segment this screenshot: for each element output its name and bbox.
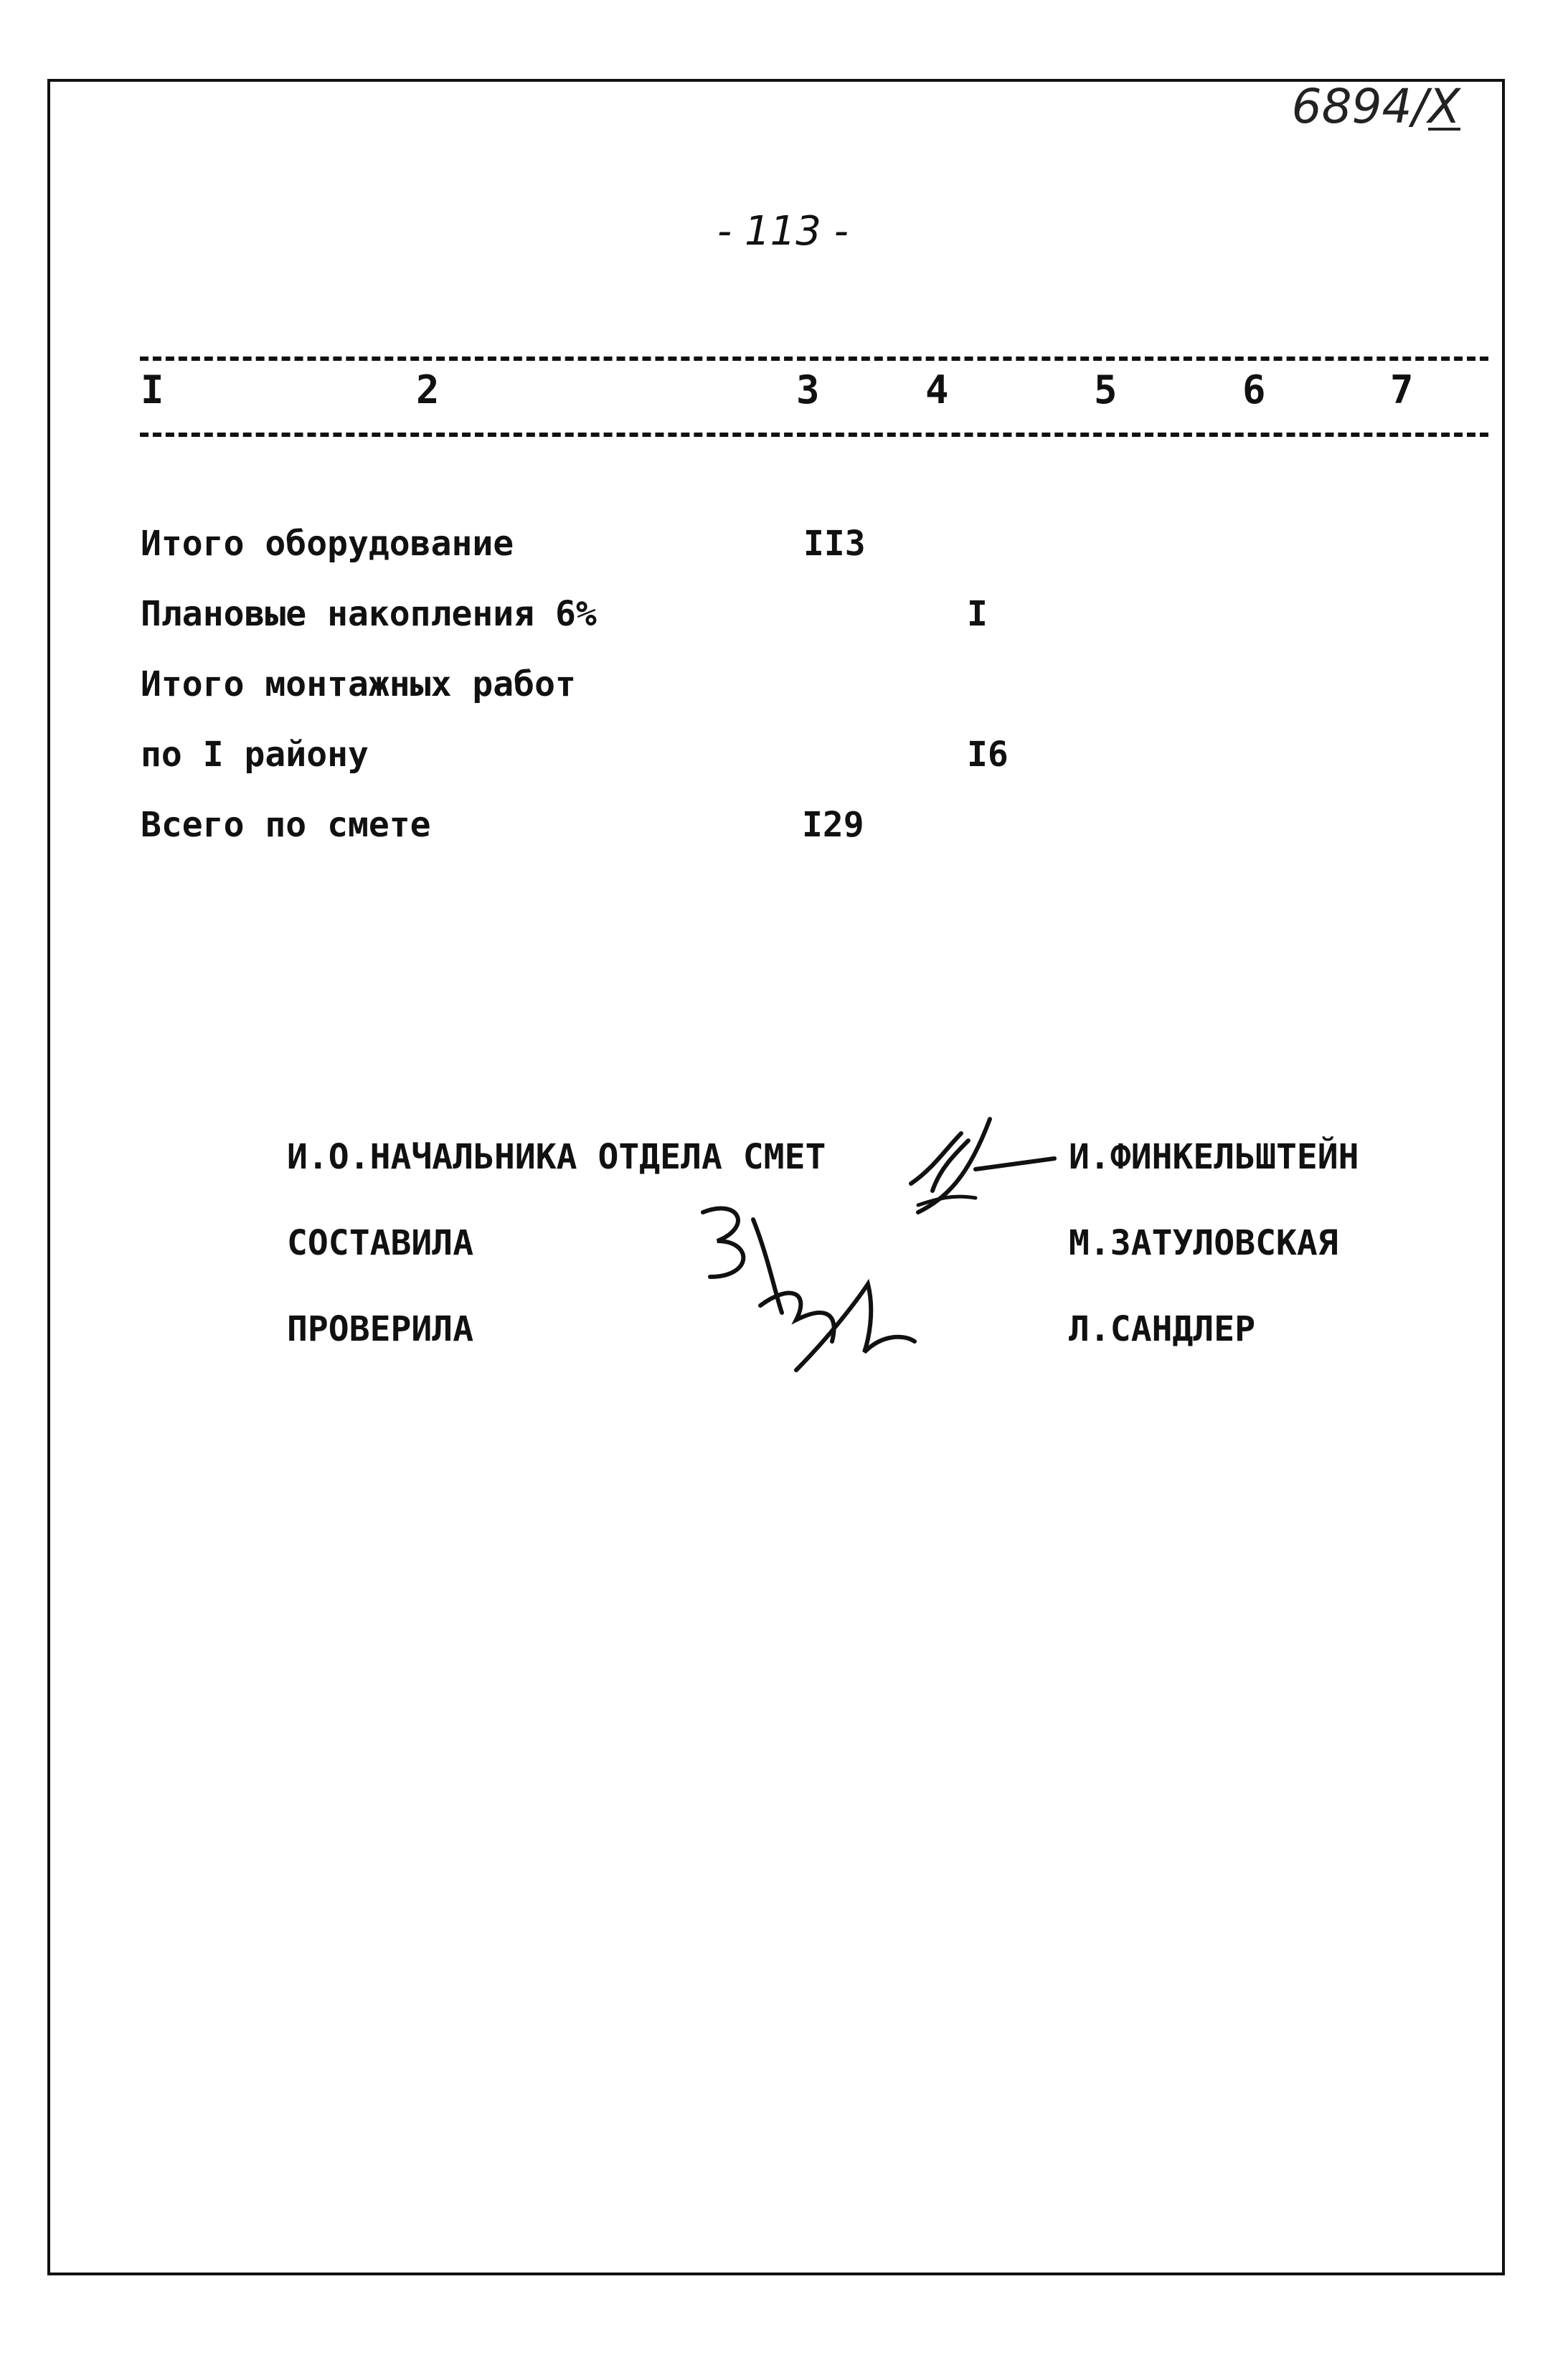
row-label-equipment-total: Итого оборудование: [141, 524, 514, 564]
row-label-grand-total: Всего по смете: [141, 805, 431, 845]
signature-title-checked: ПРОВЕРИЛА: [287, 1309, 474, 1349]
signature-name-checked: Л.САНДЛЕР: [1069, 1309, 1256, 1349]
table-header-top-rule: [140, 357, 1488, 361]
row-label-district: по I району: [141, 735, 369, 775]
row-value-grand-total: I29: [802, 805, 864, 845]
column-header-4: 4: [925, 367, 949, 412]
row-label-planned-savings: Плановые накопления 6%: [141, 594, 597, 634]
column-header-2: 2: [416, 367, 440, 412]
table-header-bottom-rule: [140, 433, 1488, 437]
signature-title-compiled: СОСТАВИЛА: [287, 1223, 474, 1263]
row-value-planned-savings: I: [967, 594, 988, 634]
column-header-3: 3: [796, 367, 820, 412]
page-number: - 113 -: [717, 208, 849, 255]
archive-number: [1292, 79, 1460, 134]
row-label-installation-total: Итого монтажных работ: [141, 664, 576, 704]
column-header-1: I: [141, 367, 164, 412]
archive-number-main: 6894/: [1291, 79, 1428, 134]
page-frame: [47, 79, 1505, 2275]
column-header-6: 6: [1242, 367, 1266, 412]
handwritten-signature-compiled: [689, 1198, 932, 1384]
column-header-5: 5: [1094, 367, 1118, 412]
row-value-district: I6: [967, 735, 1009, 775]
signature-name-compiled: М.ЗАТУЛОВСКАЯ: [1069, 1223, 1338, 1263]
row-value-equipment-total: II3: [803, 524, 866, 564]
signature-title-head: И.О.НАЧАЛЬНИКА ОТДЕЛА СМЕТ: [287, 1137, 826, 1177]
signature-name-head: И.ФИНКЕЛЬШТЕЙН: [1069, 1137, 1359, 1177]
archive-number-sub: X: [1427, 79, 1460, 134]
column-header-7: 7: [1390, 367, 1414, 412]
